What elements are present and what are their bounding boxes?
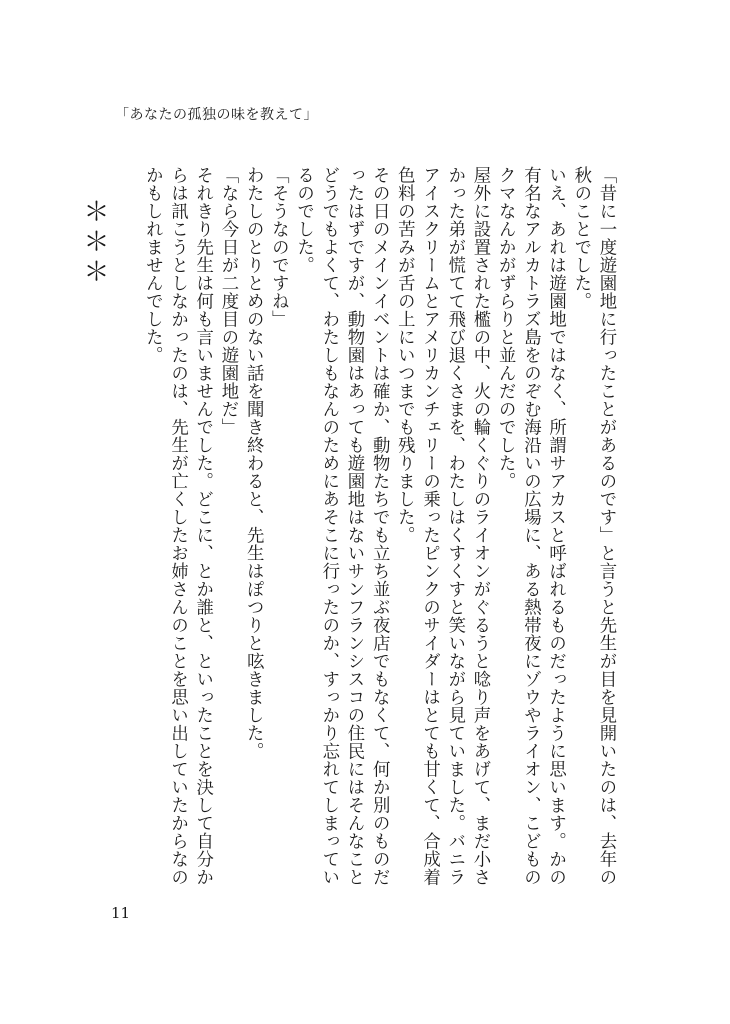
paragraph-5: 「そうなのですね」 <box>268 166 289 328</box>
paragraph-6: わたしのとりとめのない話を聞き終わると、先生はぽつりと呟きました。 <box>243 166 264 760</box>
body-text <box>142 166 618 886</box>
paragraph-1: 「昔に一度遊園地に行ったことがあるのです」と言うと先生が目を見開いたのは、去年の秋のことでした。 <box>570 166 616 886</box>
paragraph-3: 屋外に設置された檻の中、火の輪くぐりのライオンがぐるうと唸り声をあげて、まだ小さかった弟が慌てて飛び退くさまを、わたしはくすくすと笑いながら見ていました。バニラアイスクリームとアメリカンチェリーの乗ったピンクのサイダーはとても甘くて、合成着色料の苦みが舌の上にいつまでも残りました。 <box>394 166 490 886</box>
page-number: 11 <box>111 904 131 922</box>
paragraph-7: 「なら今日が二度目の遊園地だ」 <box>217 166 238 436</box>
running-head: 「あなたの孤独の味を教えて」 <box>115 107 318 123</box>
scene-separator: ＊＊＊ <box>79 198 109 288</box>
paragraph-2: いえ、あれは遊園地ではなく、所謂サアカスと呼ばれるものだったように思います。かの有名なアルカトラズ島をのぞむ海沿いの広場に、ある熱帯夜にゾウやライオン、こどものクマなんかがずらりと並んだのでした。 <box>495 166 566 886</box>
paragraph-8: それきり先生は何も言いませんでした。どこに、とか誰と、といったことを決して自分からは訊こうとしなかったのは、先生が亡くしたお姉さんのことを思い出していたからなのかもしれませんでした。 <box>142 166 213 886</box>
paragraph-4: その日のメインイベントは確か、動物たちでも立ち並ぶ夜店でもなくて、何か別のものだったはずですが、動物園はあっても遊園地はないサンフランシスコの住民にはそんなことどうでもよくて、わたしもなんのためにあそこに行ったのか、すっかり忘れてしまっているのでした。 <box>293 166 390 886</box>
